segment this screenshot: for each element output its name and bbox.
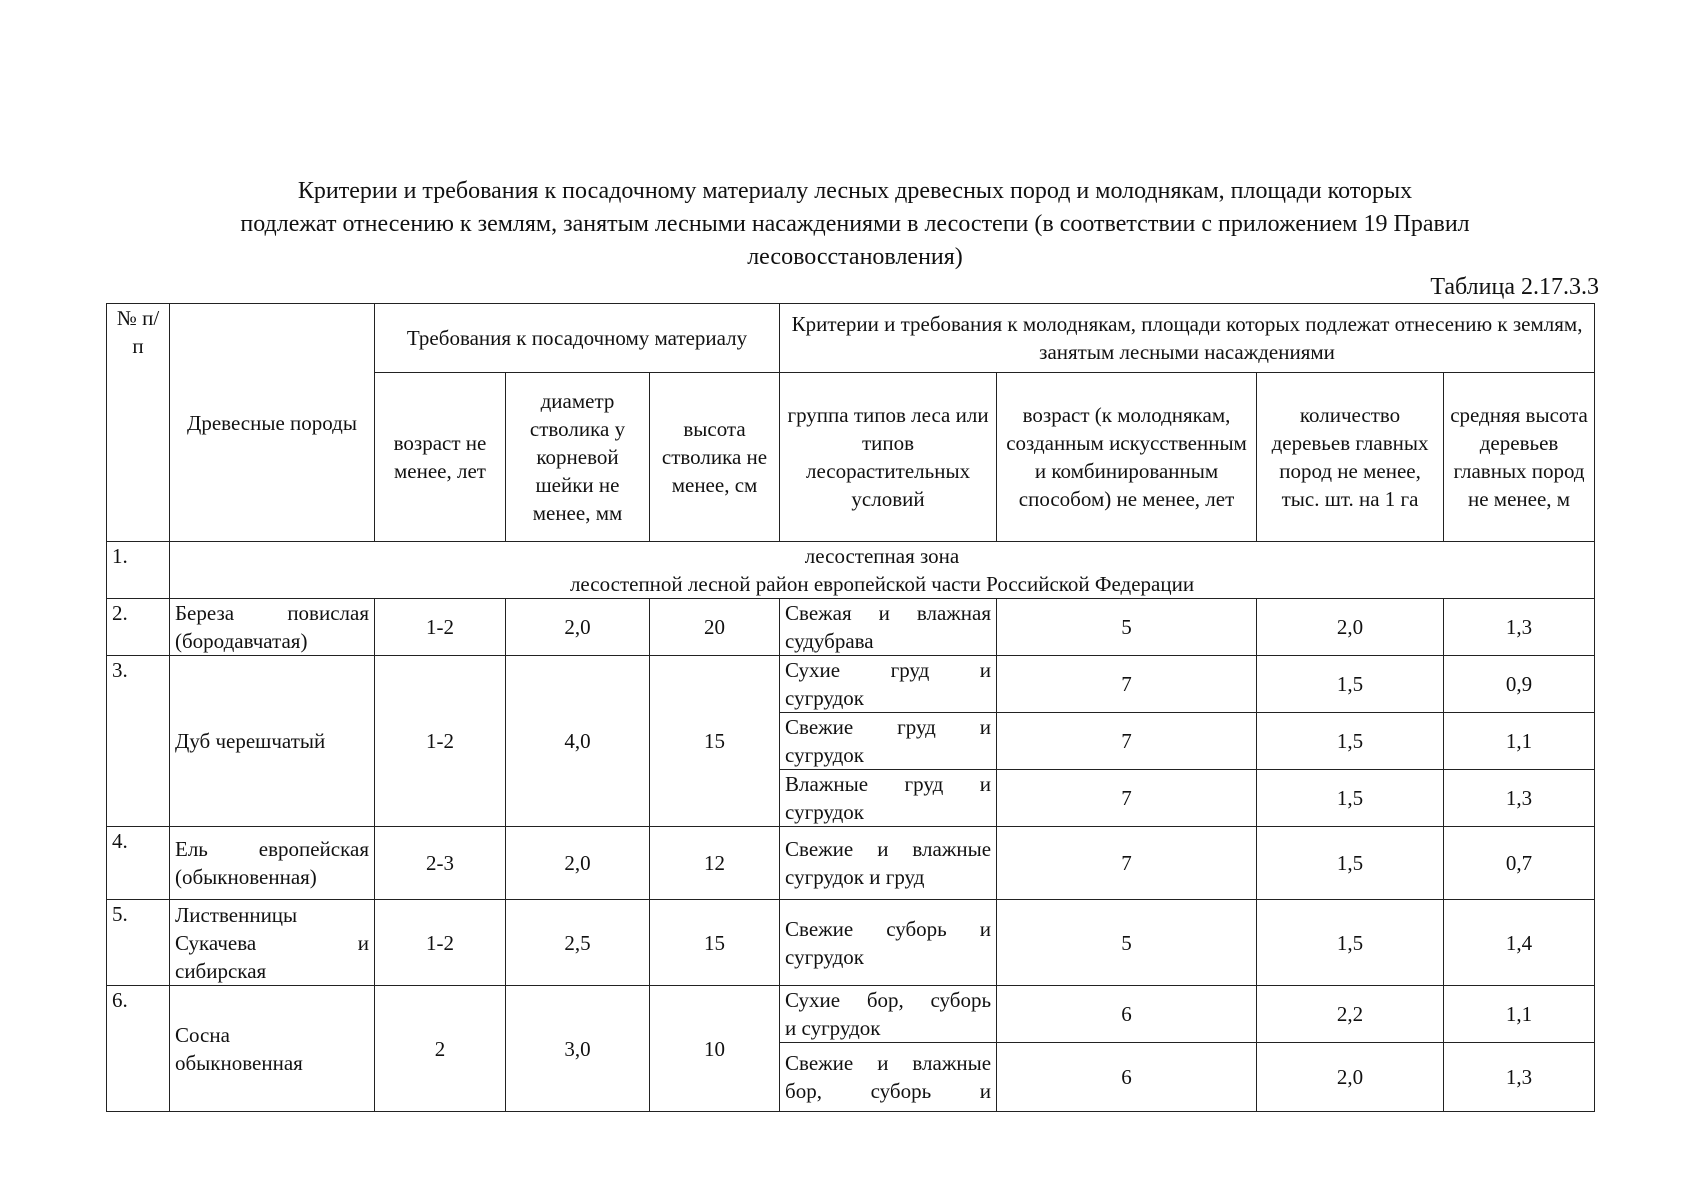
forest-group-text: сугрудок	[785, 800, 864, 824]
height-cell: 15	[650, 900, 780, 986]
forest-group-text: Свежие груд и	[785, 715, 992, 739]
species-name: и	[357, 930, 369, 955]
species-name: Лиственницы	[175, 902, 298, 927]
forest-group-cell	[780, 986, 997, 1043]
header-planting-group: Требования к посадочному материалу	[375, 304, 780, 373]
header-diameter: диаметр стволика у корневой шейки не менее, мм	[506, 373, 650, 542]
forest-group-text: бор, суборь и	[785, 1079, 992, 1103]
table-row	[107, 900, 1595, 986]
zone-cell	[170, 542, 1595, 599]
forest-group-cell	[780, 900, 997, 986]
avg-height-cell: 1,1	[1444, 986, 1595, 1043]
young-age-cell: 7	[997, 827, 1257, 900]
forest-group-text: Свежая и влажная	[785, 601, 992, 625]
diameter-cell: 2,0	[506, 827, 650, 900]
forest-group-cell	[780, 599, 997, 656]
forest-group-text: Свежие и влажные	[785, 1051, 992, 1075]
species-name: повислая	[287, 601, 369, 625]
species-cell	[170, 986, 375, 1112]
young-age-cell: 7	[997, 770, 1257, 827]
table-row	[107, 599, 1595, 656]
forest-group-cell	[780, 713, 997, 770]
header-species: Древесные породы	[170, 304, 375, 542]
age-cell: 1-2	[375, 656, 506, 827]
forest-group-text: сугрудок	[785, 743, 864, 767]
tree-count-cell: 2,2	[1257, 986, 1444, 1043]
avg-height-cell: 1,3	[1444, 599, 1595, 656]
young-age-cell: 6	[997, 1043, 1257, 1112]
table-row	[107, 827, 1595, 900]
species-name: Сукачева	[175, 930, 257, 955]
row-num: 3.	[107, 656, 170, 827]
forest-group-text: Свежие и влажные	[785, 837, 992, 861]
species-name: Береза	[175, 601, 235, 625]
zone-name: лесостепная зона	[804, 544, 960, 568]
header-height: высота стволика не менее, см	[650, 373, 780, 542]
table-row	[107, 986, 1595, 1043]
forest-group-text: и сугрудок	[785, 1016, 881, 1040]
height-cell: 10	[650, 986, 780, 1112]
species-cell	[170, 827, 375, 900]
diameter-cell: 2,0	[506, 599, 650, 656]
young-age-cell: 7	[997, 713, 1257, 770]
height-cell: 20	[650, 599, 780, 656]
forest-group-text: Сухие груд и	[785, 658, 992, 682]
age-cell: 2	[375, 986, 506, 1112]
forest-group-text: сугрудок и груд	[785, 865, 925, 889]
row-num: 1.	[107, 542, 170, 599]
zone-row	[107, 542, 1595, 599]
avg-height-cell: 1,4	[1444, 900, 1595, 986]
species-name: (бородавчатая)	[175, 629, 308, 653]
avg-height-cell: 1,1	[1444, 713, 1595, 770]
title-line-1: Критерии и требования к посадочному материалу лесных древесных пород и молоднякам, площади которых	[297, 178, 1413, 204]
header-young-age: возраст (к молоднякам, созданным искусственным и комбинированным способом) не менее, лет	[997, 373, 1257, 542]
avg-height-cell: 0,9	[1444, 656, 1595, 713]
row-num: 6.	[107, 986, 170, 1112]
header-avg-height: средняя высота деревьев главных пород не менее, м	[1444, 373, 1595, 542]
species-cell: Дуб черешчатый	[170, 656, 375, 827]
avg-height-cell: 0,7	[1444, 827, 1595, 900]
species-name: обыкновенная	[175, 1050, 303, 1075]
forest-group-text: судубрава	[785, 629, 874, 653]
forest-group-text: сугрудок	[785, 686, 864, 710]
tree-count-cell: 2,0	[1257, 1043, 1444, 1112]
tree-count-cell: 2,0	[1257, 599, 1444, 656]
height-cell: 12	[650, 827, 780, 900]
forest-group-cell	[780, 1043, 997, 1112]
title-line-3: лесовосстановления)	[747, 244, 963, 270]
diameter-cell: 3,0	[506, 986, 650, 1112]
age-cell: 2-3	[375, 827, 506, 900]
diameter-cell: 4,0	[506, 656, 650, 827]
row-num: 5.	[107, 900, 170, 986]
species-name: Ель	[175, 837, 208, 861]
tree-count-cell: 1,5	[1257, 656, 1444, 713]
row-num: 4.	[107, 827, 170, 900]
tree-count-cell: 1,5	[1257, 713, 1444, 770]
header-young-group: Критерии и требования к молоднякам, площади которых подлежат отнесению к землям, занятым лесными насаждениями	[780, 304, 1595, 373]
forest-group-cell	[780, 827, 997, 900]
species-name: (обыкновенная)	[175, 865, 317, 889]
avg-height-cell: 1,3	[1444, 1043, 1595, 1112]
species-name: Сосна	[175, 1022, 230, 1047]
species-name: европейская	[258, 837, 369, 861]
table-row	[107, 656, 1595, 713]
young-age-cell: 5	[997, 900, 1257, 986]
tree-count-cell: 1,5	[1257, 770, 1444, 827]
young-age-cell: 5	[997, 599, 1257, 656]
young-age-cell: 6	[997, 986, 1257, 1043]
criteria-table	[106, 303, 1595, 1112]
tree-count-cell: 1,5	[1257, 900, 1444, 986]
document-title	[110, 175, 1600, 274]
age-cell: 1-2	[375, 599, 506, 656]
table-number: Таблица 2.17.3.3	[1430, 274, 1599, 300]
title-line-2: подлежат отнесению к землям, занятым лесными насаждениями в лесостепи (в соответствии с приложением 19 Правил	[240, 211, 1470, 237]
young-age-cell: 7	[997, 656, 1257, 713]
header-age-min: возраст не менее, лет	[375, 373, 506, 542]
forest-group-cell	[780, 770, 997, 827]
height-cell: 15	[650, 656, 780, 827]
age-cell: 1-2	[375, 900, 506, 986]
forest-group-text: сугрудок	[785, 944, 864, 969]
header-forest-group: группа типов леса или типов лесорастительных условий	[780, 373, 997, 542]
forest-group-text: Влажные груд и	[785, 772, 992, 796]
header-tree-count: количество деревьев главных пород не менее, тыс. шт. на 1 га	[1257, 373, 1444, 542]
diameter-cell: 2,5	[506, 900, 650, 986]
species-name: сибирская	[175, 958, 267, 983]
forest-group-text: Сухие бор, суборь	[785, 988, 992, 1012]
header-num: № п/п	[107, 304, 170, 542]
header-row	[107, 304, 1595, 373]
forest-group-text: Свежие суборь и	[785, 916, 992, 941]
species-cell	[170, 900, 375, 986]
tree-count-cell: 1,5	[1257, 827, 1444, 900]
species-cell	[170, 599, 375, 656]
avg-height-cell: 1,3	[1444, 770, 1595, 827]
row-num: 2.	[107, 599, 170, 656]
forest-group-cell	[780, 656, 997, 713]
zone-district: лесостепной лесной район европейской части Российской Федерации	[569, 572, 1195, 596]
